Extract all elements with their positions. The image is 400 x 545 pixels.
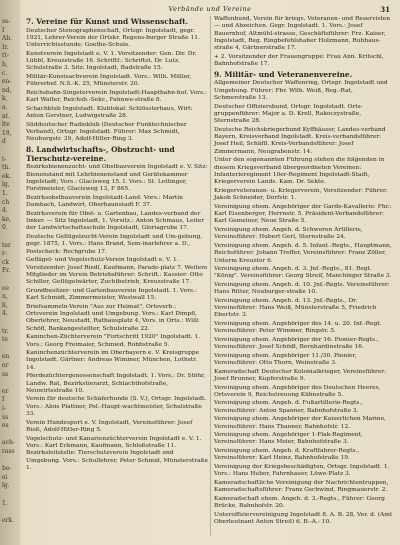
directory-entry: Vereinigung ehem. Angeh. d. 13. Jnf.-Regts., Dr. Vereinsführer: Hans Weiß, Münsterstraße 5, Friedrich Ebertstr. 3.	[214, 297, 377, 319]
directory-entry: Kunstverein Ingolstadt e. V. 1. Vorsitzender: Gen. Dir. Dr. Lübbl, Kreuzstraße 16. Schriftf.: Schriftst. Dr. Lutz, Schulstraße 3. Sitz: Ingolstadt, Badstraße 15.	[26, 50, 197, 72]
directory-entry: Deutscher Stenographenschaft, Ortsgr. Ingolstadt, gegr. 1921, Lehrer-Verein der Ortskr. Regens-burger Straße 11. Unterrichtsstunde: Goethe-Schule.	[26, 27, 200, 49]
gutter-text-fragment: lte	[2, 121, 10, 129]
directory-entry: Kameradschaftliche Vereinigung der Nachrichtentruppen, Kameradschaftsführer: Franz Gschwind, Ringmauerstr. 2.	[214, 479, 389, 494]
gutter-text-fragment: lg,	[2, 181, 10, 189]
gutter-text-fragment: nd,	[2, 86, 12, 94]
directory-entry: Vereinigung ehem. Angehöriger 11./30. Pionier, Vereinsführer: Otto Thorn, Weinstraße 3.	[214, 352, 357, 367]
directory-entry: Kameradschaft ehem. Angeh. d. 3.-Regts., Führer: Georg Brücke, Bahnhofstr. 20.	[214, 495, 385, 509]
gutter-text-fragment: lg.	[2, 482, 10, 490]
directory-entry: Kaninchen-Züchterverein "Fortschritt 1920" Ingolstadt. 1. Vors.: Georg Freimaier, Schmied, Robbstraße 5.	[26, 334, 200, 348]
gutter-text-fragment: er	[2, 362, 9, 369]
gutter-text-fragment: en-	[2, 78, 12, 86]
directory-entry: Kaninchenzüchterverein im Oberbayern e. V. Kreisgruppe Ingolstadt. Gärtner: Andreas Wimmer, München, Lothstr. 14.	[26, 350, 200, 371]
directory-entry: Vereinigung ehem. Angeh. d. Fußartillerie-Regts., Vereinsführer: Anton Spanner, Bahnhofstraße 3.	[214, 400, 364, 414]
gutter-text-fragment: th.	[2, 164, 11, 172]
directory-entry: Grundbesitzer- und Gartenbauverein Ingolstadt. 1. Vors.: Karl Schmidt, Zimmermeister, Westwall 15.	[26, 287, 197, 302]
directory-entry: Süddeutscher Radioklub (Deutscher Funktechnischer Verband), Ortsgr. Ingolstadt. Führer: Max Schmidt, Neuburgstr. 39, Adolf-Hitler-Ring 3.	[26, 121, 187, 143]
right-column	[214, 16, 394, 527]
directory-entry: Pferdezüchtergenossenschaft Ingolstadt. 1. Vors.: Dr. Stöhr, Landw. Rat, Bezirkstierarzt, Schlachthofstraße, Neuwirtsstraße 10.	[26, 373, 206, 394]
gutter-text-fragment: c.	[2, 69, 8, 77]
running-title: Verbände und Vereine	[168, 5, 252, 13]
gutter-text-fragment: t-	[2, 155, 7, 163]
directory-entry: Vereinigung ehem. Angeh. d. Schweren Artillerie, Vereinsführer: Hubert Gerl, Sternstraße 24.	[214, 226, 363, 241]
gutter-text-fragment: 0.	[2, 224, 8, 232]
gutter-text-fragment	[2, 319, 20, 327]
section-heading: 9. Militär- und Veteranenvereine.	[214, 69, 353, 79]
left-column	[26, 16, 208, 473]
gutter-text-fragment: r-	[2, 250, 7, 258]
directory-entry: Vogelschutz- und Kanarienzüchterverein Ingolstadt e. V. 1. Vors.: Karl Eckmann, Kaufmann, Schloßstraße 11. Bezirksleitstelle: Tierschutzverein Ingolstadt und Umgebung. Vors.: Schullehrer, Peter Schmid, Münsterstraße 1.	[26, 435, 208, 471]
gutter-text-fragment: 1.	[2, 499, 8, 507]
gutter-text-fragment	[2, 431, 20, 439]
directory-entry: Vereinigung ehem. Angehöriger 1-Flak-Regiment, Vereinsführer: Hans Meier, Bahnhofstraße 3.	[214, 432, 363, 446]
gutter-text-fragment	[2, 379, 20, 387]
directory-entry: Militär-Kunstsachverein Ingolstadt. Vors.: Wilh. Müller, Führerbef. N.S.-K. 25, Münsterstr. 20.	[26, 73, 192, 88]
gutter-text-fragment: li,	[2, 301, 8, 309]
gutter-text-fragment: Fr.	[2, 267, 11, 275]
gutter-text-fragment	[2, 233, 20, 241]
directory-entry: Verein für deutsche Schäferhunde (S. V.), Ortsgr. Ingolstadt. Vors.: Alois Plattner, Pol.-Haupt-wachtmeister, Schulstraße 33.	[26, 396, 207, 418]
directory-entry: Geflügel- und Vogelschutz-Verein Ingolstadt e. V. 1. Vorsitzender: Josef Riedl, Kaufmann, Parade-platz 7. Weitere Mitglieder im Verein Betriebsführer: Schrift.: Kassier: Otto Schiller, Geflügelwärter, Zuchtbetrieb, Kreuzstraße 17.	[26, 257, 208, 286]
gutter-text-fragment	[2, 508, 20, 516]
directory-entry: Deutscher Offiziersbund, Ortsgr. Ingolstadt. Orts-gruppenführer: Major a. D. Krell, Rakoczystraße, Sternstraße 28.	[214, 103, 363, 125]
directory-entry: Vereinigung ehem. Angeh. d. 5. Infant.-Regts., Hauptmann, Reichsführer: Johann Treffer, Vereinsführer: Franz Zöller, Unterm Kreuztor 6.	[214, 242, 392, 264]
gutter-text-fragment: a.	[2, 104, 8, 111]
gutter-text-fragment: be-	[2, 465, 12, 473]
gutter-text-fragment: Ab.	[2, 35, 13, 43]
gutter-text-fragment: n,	[2, 293, 8, 301]
gutter-text-fragment	[2, 147, 20, 155]
directory-entry: Unter den sogenannten Führung stehen die folgenden in diesem Kriegsverband übergeordneten Vereinen: Infanterieregiment 10er-Regiment Ingolstadt-Stadt, Kriegerverein Lands. Kam. Dr. Sekte.	[214, 157, 385, 186]
directory-entry: Vereinigung ehem. Angehöriger der 16. Pionier-Regts., Vereinsführer: Josef Schödl, Bernhardinstraße 16.	[214, 336, 379, 351]
gutter-text-fragment: ss	[2, 370, 9, 378]
directory-entry: Bezirksobstbauverein Ingolstadt-Land. Vors.: Martin Dambach, Landwirt, Oberhaunstadt F. 37.	[26, 194, 183, 209]
directory-entry: Vereinigung ehem. Angehöriger des Deutschen Heeres, Ortsverein 9, Reichstreuung Kühnstraße 5.	[214, 384, 381, 398]
gutter-text-fragment: er	[2, 387, 9, 395]
directory-entry: Vereinigung ehem. Angehöriger der Garde-Kavallerie: Fhr.: Karl Eisenberger, Herrnstr. 5. Präsident-Verbandsführer: Karl Gemeiner, Neue Straße 5.	[214, 203, 392, 225]
gutter-text-fragment: ss	[2, 413, 9, 421]
gutter-text-fragment: at.	[2, 112, 10, 120]
gutter-text-fragment: Ir.	[2, 43, 9, 51]
directory-entry: Waffenbund, Verein für kriegs. Veteranen- und Reservisten — und Abzeichen. Gegr. Ingolstadt. 1. Vors.: Josef Bauernhof, Altmühl-strasse, Geschäftsführer: Frz. Kaiser, Ingolstadt, Reg. Ringbefehlshaber Holzmann, Ruhhaus-straße 4, Gärtnerstraße 17.	[214, 16, 391, 52]
directory-entry: Deutsche Geflügelzucht-Verein Ingolstadt und Um-gebung, gegr. 1875, 1. Vors.: Hans Brand, Sem-inarlehrer a. D., Postscheck: Rechgrube 17.	[26, 233, 203, 255]
gutter-text-fragment: ter	[2, 241, 11, 249]
directory-entry: Unteroffiziervereinigung Ingolstadt 8. A. B. 28, Ver. d. (Amt Oberleutnant Anton Streil) 6. B.-A.- 10.	[214, 511, 393, 525]
directory-entry: Vereinigung ehem. Angeh. d. 10. Jnf.-Regts. Vereinsführer: Hans Ritter, Neuburger-straße 10.	[214, 281, 390, 296]
gutter-text-fragment	[2, 491, 20, 499]
directory-entry: Kameradschaft Deutscher Kolonialkrieger, Vereinsführer: Josef Brunner, Kupferstraße 9.	[214, 368, 387, 382]
gutter-text-fragment: tt-	[2, 52, 9, 60]
gutter-text-fragment: 4.	[2, 207, 8, 215]
directory-entry: Vereinigung der Kriegsbeschädigten, Ortsgr. Ingolstadt. 1. Vors.: Hans Huber, Fahrnhauer, Löwe-Platz 3.	[214, 463, 390, 478]
directory-entry: Vereinigung ehem. Angeh. d. 3. Jnf.-Regts., 81. Regt. "König". Vereinsführer: Georg Streif, Manchinger Straße 3.	[214, 266, 392, 280]
gutter-text-fragment: te	[2, 336, 8, 344]
gutter-text-fragment: b,	[2, 61, 8, 68]
gutter-text-fragment: I	[2, 396, 5, 404]
directory-entry: Reichsbahn-Singeterverein Ingolstadt-Hauptbahn-hof. Vors.: Karl Walter, Reichsb.-Sekr., Fahnwe-straße 8.	[26, 89, 207, 104]
gutter-text-fragment: rass	[2, 448, 15, 455]
gutter-text-fragment: erk.	[2, 516, 14, 524]
directory-entry: Vereinigung ehem. Angeh. d. Kraftfahrer-Regts., Vereinsführer: Karl Heinz, Bahnhofstraße 19.	[214, 448, 360, 462]
gutter-text-fragment: I	[2, 26, 5, 34]
directory-entry: + 2. Vorsitzender der Frauengruppe: Frau Ann. Kritschl, Bahnhofstraße 17.	[214, 53, 384, 68]
directory-entry: Briefsammeln-Verein "Aus zur Heimat", Ortsverb.: Ortsverein Ingolstadt und Umgebung. Vors.: Karl Dimpfl, Oberlehrer, Neustadt, Rathausplatz 4, Vors. in Orts.: Willi Schöfl, Bankangestellter, Schulstraße 22.	[26, 303, 199, 332]
directory-entry: Bezirksbienenzucht- und Obstbauverein Ingolstadt e. V. Sitz: Bienenstand mit Lehrbienenstand und Gerätekammer Ingolstadt; Vors.: Glacisweg 15. I. Vors.: St. Lettinger, Forstmeister, Glacisweg 13, F 865.	[26, 164, 208, 193]
directory-entry: Vereinigung ehem. Angehöriger des 14. u. 20. Inf.-Regt. Vereinsführer: Peter Wimmer, Ringstr. 5.	[214, 321, 382, 335]
directory-entry: Deutsche Reichskriegerbund Kyffhäuser, Landes-verband Bayern, Kreisverband Ingolstadt. Kreis-verbandsführer: Josef Heil, Schäffl. Kreis-Verbandsführer: Josef Zimmermann, Neugrabenstr. 14.	[214, 126, 386, 155]
gutter-text-fragment: ee	[2, 284, 10, 292]
gutter-text-fragment: d	[2, 138, 6, 146]
gutter-text-fragment	[2, 457, 20, 465]
gutter-text-fragment	[2, 276, 20, 284]
gutter-text-fragment: ach-	[2, 439, 15, 447]
directory-entry: Allgemeiner Deutscher Waffenring, Ortsgr. Ingolstadt und Umgebung. Führer: Fbr. Wilh. Weiß, Reg.-Rat, Schmerstraße 13.	[214, 80, 388, 101]
gutter-text-fragment: ss-	[2, 18, 11, 25]
column-divider	[210, 16, 211, 536]
previous-page-edge	[0, 0, 20, 545]
gutter-text-fragment	[2, 345, 20, 353]
directory-entry: Verein Hundesport e. V. Ingolstadt, Vereinsführer: Josef Rieß, Adolf-Hitler-Ring 5.	[26, 419, 193, 434]
gutter-text-fragment: k,	[2, 95, 8, 103]
directory-entry: Schachklub Ingolstadt. Klublokal: Schlösslerhaus, Wirt: Anton Gerstner, Ludwigstraße 28.	[26, 105, 193, 120]
gutter-text-fragment: ek.	[2, 172, 12, 180]
directory-entry: Bezirksverein für Obst- u. Gartenbau, Landes-verband der Imker. — Sitz Ingolstadt, 1. Vorsitz.: Anton Schmaus, Leiter der Landwirtschaftsschule Ingolstadt, Gloriagrube 17.	[26, 210, 205, 232]
gutter-text-fragment: ei	[2, 473, 8, 481]
gutter-text-fragment: 1.	[2, 190, 8, 197]
gutter-text-fragment: ch	[2, 198, 10, 206]
gutter-text-fragment: ck	[2, 258, 9, 266]
directory-entry: Kriegerveteranen- u. Kriegerverein, Vorsitzender: Führer: Jakob Schneider, Dorfstr. 1.	[214, 187, 388, 202]
gutter-text-fragment: es	[2, 422, 9, 430]
gutter-text-fragment: ke,	[2, 215, 12, 223]
section-heading: 7. Vereine für Kunst und Wissenschaft.	[26, 17, 189, 26]
page-number: 31	[380, 5, 390, 14]
gutter-text-fragment: 18,	[2, 129, 12, 137]
section-heading: 8. Landwirtschafts-, Obstzucht- und Tierschutz-vereine.	[26, 144, 175, 163]
gutter-text-fragment: i-	[2, 405, 6, 412]
gutter-text-fragment: tr.	[2, 327, 9, 335]
gutter-text-fragment: 4.	[2, 310, 8, 318]
gutter-text-fragment: en	[2, 353, 10, 361]
directory-entry: Vereinigung ehem. Angehöriger der Kaiserlichen Marine, Vereinsführer: Hans Thanner, Bahnhofstr. 12.	[214, 416, 386, 430]
